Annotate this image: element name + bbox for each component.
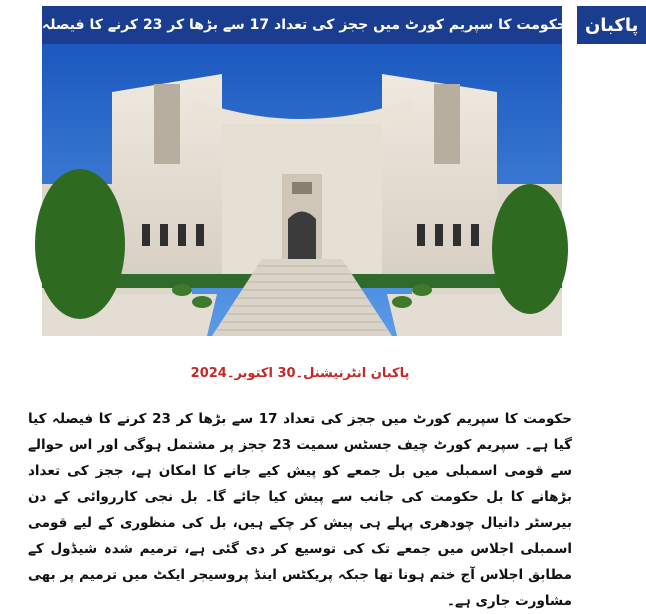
supreme-court-photo xyxy=(42,44,562,336)
brand-logo: پاکبان xyxy=(575,6,646,44)
dateline: پاکبان انٹرنیشنل۔30 اکتوبر۔2024 xyxy=(190,366,410,381)
headline-banner xyxy=(42,6,639,46)
supreme-court-illustration xyxy=(42,44,562,336)
article-paragraph: حکومت کا سپریم کورٹ میں ججز کی تعداد 17 سے بڑھا کر 23 کرنے کا فیصلہ کیا گیا ہے۔ سپریم کورٹ چیف جسٹس سمیت 23 ججز پر مشتمل ہوگی اور اس حوالے سے قومی اسمبلی میں بل جمعے کو پیش کیے جانے کا امکان ہے، ججز کی تعداد بڑھانے کا بل حکومت کی جانب سے پیش کیا جائے گا۔ بل نجی کارروائی کے دن بیرسٹر دانیال چودھری پہلے ہی پیش کر چکے ہیں، بل کی منظوری کے لیے قومی اسمبلی اجلاس میں جمعے تک کی توسیع کر دی گئی ہے، ترمیم شدہ شیڈول کے مطابق اجلاس آج ختم ہونا تھا جبکہ پریکٹس اینڈ پروسیجر ایکٹ میں ترمیم پر بھی مشاورت جاری ہے۔ xyxy=(28,411,572,609)
headline-text: حکومت کا سپریم کورٹ میں ججز کی تعداد 17 سے بڑھا کر 23 کرنے کا فیصلہ xyxy=(42,17,567,33)
article-body xyxy=(28,406,572,614)
